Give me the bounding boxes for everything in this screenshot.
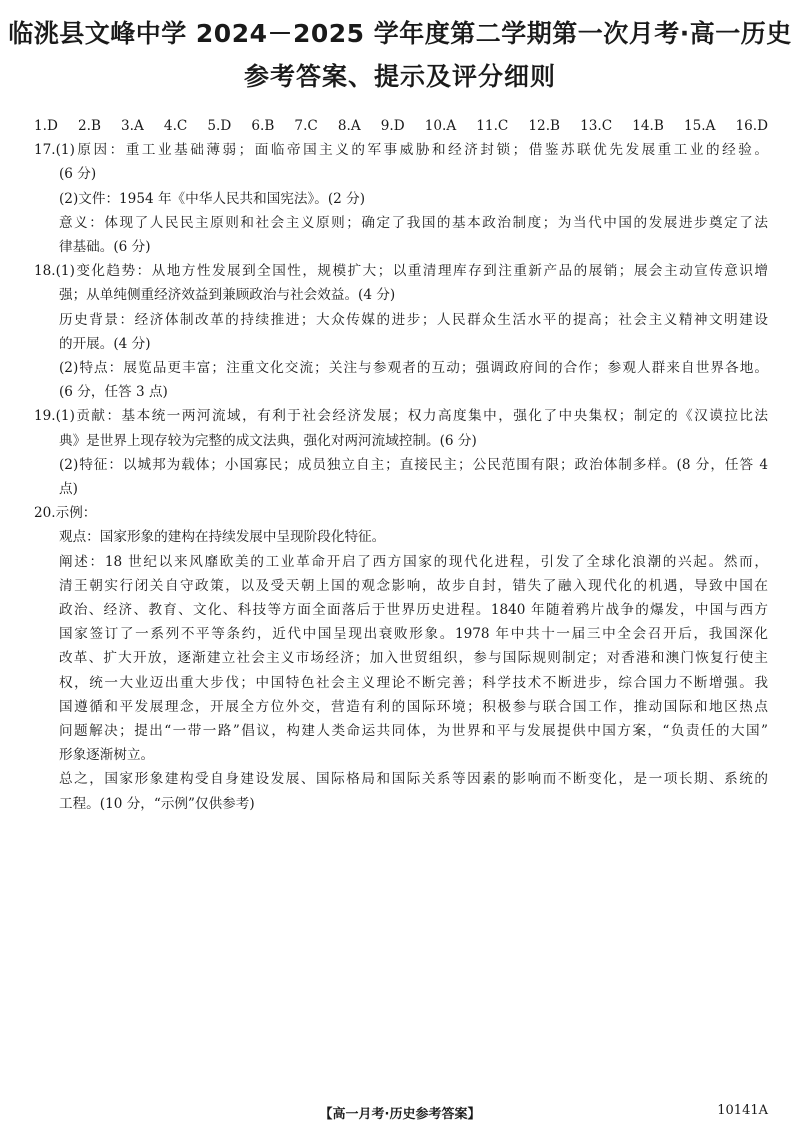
answer-content: [34, 114, 768, 816]
question-18-answer: [34, 259, 768, 404]
page-title: 临洮县文峰中学 2024－2025 学年度第二学期第一次月考·高一历史: [8, 19, 792, 48]
answer-line: 17.(1)原因：重工业基础薄弱；面临帝国主义的军事威胁和经济封锁；借鉴苏联优先发展重工业的经验。: [34, 142, 768, 159]
answer-line: 形象逐渐树立。: [59, 747, 155, 764]
answer-line: 强；从单纯侧重经济效益到兼顾政治与社会效益。(4 分): [59, 287, 396, 304]
answer-line: 总之，国家形象建构受自身建设发展、国际格局和国际关系等因素的影响而不断变化，是一项长期、系统的: [59, 771, 768, 788]
answer-line: (6 分): [59, 166, 97, 183]
answer-line: 18.(1)变化趋势：从地方性发展到全国性，规模扩大；以重清理库存到注重新产品的展销；展会主动宣传意识增: [34, 263, 768, 280]
answer-line: 历史背景：经济体制改革的持续推进；大众传媒的进步；人民群众生活水平的提高；社会主义精神文明建设: [59, 311, 768, 328]
footer-label: 【高一月考·历史参考答案】: [319, 1107, 481, 1122]
question-19-answer: [34, 404, 768, 501]
answer-line: 问题解决；提出“一带一路”倡议，构建人类命运共同体，为世界和平与发展提供中国方案，“负责任的大国”: [59, 723, 768, 740]
footer-code: 10141A: [717, 1103, 768, 1118]
answer-line: 点): [59, 481, 78, 498]
answer-line: 律基础。(6 分): [59, 239, 151, 256]
answer-line: (6 分，任答 3 点): [59, 384, 168, 401]
answer-line: 国家签订了一系列不平等条约，近代中国呈现出衰败形象。1978 年中共十一届三中全会召开后，我国深化: [59, 626, 768, 643]
answer-line: 政治、经济、教育、文化、科技等方面全面落后于世界历史进程。1840 年随着鸦片战争的爆发，中国与西方: [59, 602, 768, 619]
answer-line: (2)特征：以城邦为载体；小国寡民；成员独立自主；直接民主；公民范围有限；政治体制多样。(8 分，任答 4: [59, 456, 768, 473]
answer-line: 工程。(10 分，“示例”仅供参考): [59, 795, 255, 812]
answer-line: 权，统一大业迈出重大步伐；中国特色社会主义理论不断完善；科学技术不断进步，综合国力不断增强。我: [59, 674, 768, 691]
answer-line: 意义：体现了人民民主原则和社会主义原则；确定了我国的基本政治制度；为当代中国的发展进步奠定了法: [59, 214, 768, 231]
answer-line: 观点：国家形象的建构在持续发展中呈现阶段化特征。: [59, 529, 386, 546]
answer-line: 典》是世界上现存较为完整的成文法典，强化对两河流域控制。(6 分): [59, 432, 477, 449]
answer-line: 清王朝实行闭关自守政策，以及受天朝上国的观念影响，故步自封，错失了融入现代化的机遇，导致中国在: [59, 577, 768, 594]
answer-line: 20.示例：: [34, 505, 97, 522]
question-20-answer: [34, 501, 768, 816]
answer-line: (2)特点：展览品更丰富；注重文化交流；关注与参观者的互动；强调政府间的合作；参观人群来自世界各地。: [59, 360, 768, 377]
answer-line: 19.(1)贡献：基本统一两河流域，有利于社会经济发展；权力高度集中，强化了中央集权；制定的《汉谟拉比法: [34, 408, 768, 425]
answer-line: (2)文件：1954 年《中华人民共和国宪法》。(2 分): [59, 190, 366, 207]
answer-line: 改革、扩大开放，逐渐建立社会主义市场经济；加入世贸组织，参与国际规则制定；对香港和澳门恢复行使主: [59, 650, 768, 667]
answer-line: 阐述：18 世纪以来风靡欧美的工业革命开启了西方国家的现代化进程，引发了全球化浪潮的兴起。然而，: [59, 553, 768, 570]
answer-line: 国遵循和平发展理念，开展全方位外交，营造有利的国际环境；积极参与联合国工作，推动国际和地区热点: [59, 698, 768, 715]
question-17-answer: [34, 138, 768, 259]
page-subtitle: 参考答案、提示及评分细则: [243, 62, 556, 91]
mc-answers: 1.D 2.B 3.A 4.C 5.D 6.B 7.C 8.A 9.D 10.A 11.C 12.B 13.C 14.B 15.A 16.D: [34, 118, 768, 134]
answer-line: 的开展。(4 分): [59, 335, 151, 352]
